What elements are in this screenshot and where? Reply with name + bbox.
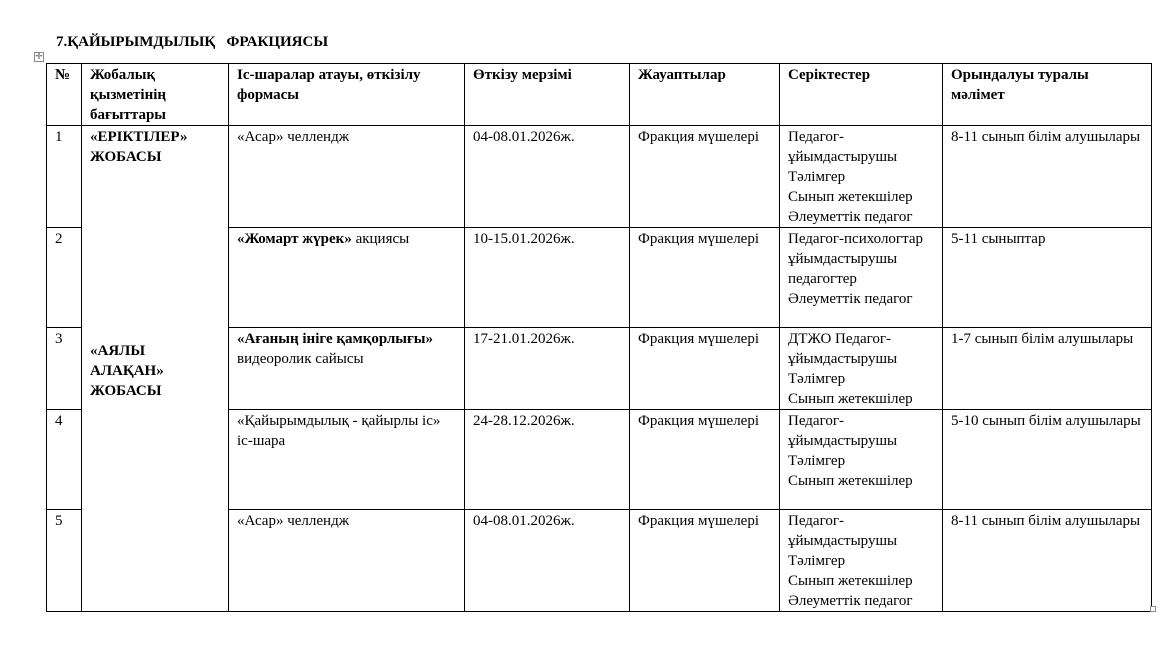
partner-line: Педагог-ұйымдастырушы xyxy=(788,129,898,165)
date-cell: 10-15.01.2026ж. xyxy=(465,228,630,328)
direction-cell xyxy=(82,126,229,612)
partners-cell xyxy=(780,126,943,228)
header-event: Іс-шаралар атауы, өткізілу формасы xyxy=(229,64,465,126)
responsible-cell: Фракция мүшелері xyxy=(630,126,780,228)
partners-cell xyxy=(780,228,943,328)
event-cell xyxy=(229,510,465,612)
header-responsible: Жауаптылар xyxy=(630,64,780,126)
responsible-cell: Фракция мүшелері xyxy=(630,510,780,612)
header-num: № xyxy=(47,64,82,126)
event-name: «Асар» челлендж xyxy=(237,513,350,529)
partner-line: Сынып жетекшілер xyxy=(788,391,913,407)
date-cell: 17-21.01.2026ж. xyxy=(465,328,630,410)
table-header-row xyxy=(47,64,1152,126)
header-direction: Жобалық қызметінің бағыттары xyxy=(82,64,229,126)
responsible-cell: Фракция мүшелері xyxy=(630,410,780,510)
partner-line: Сынып жетекшілер xyxy=(788,189,913,205)
partner-line: Педагог-ұйымдастырушы xyxy=(788,413,898,449)
info-cell: 8-11 сынып білім алушылары xyxy=(943,126,1152,228)
date-cell: 04-08.01.2026ж. xyxy=(465,126,630,228)
partner-line: ДТЖО Педагог-ұйымдастырушы xyxy=(788,331,898,367)
table-move-handle-icon[interactable]: ✛ xyxy=(35,52,43,62)
row-number: 3 xyxy=(47,328,82,410)
partners-cell xyxy=(780,410,943,510)
responsible-cell: Фракция мүшелері xyxy=(630,328,780,410)
row-number: 2 xyxy=(47,228,82,328)
partner-line: Тәлімгер xyxy=(788,371,846,387)
event-cell xyxy=(229,328,465,410)
event-name: «Қайырымдылық - қайырлы іс» іс-шара xyxy=(237,413,441,449)
direction-first: «ЕРІКТІЛЕР» ЖОБАСЫ xyxy=(90,129,188,165)
partner-line: Педагог-психологтар xyxy=(788,231,923,247)
responsible-cell: Фракция мүшелері xyxy=(630,228,780,328)
partner-line: Тәлімгер xyxy=(788,553,846,569)
info-cell: 5-11 сыныптар xyxy=(943,228,1152,328)
event-cell xyxy=(229,410,465,510)
date-cell: 04-08.01.2026ж. xyxy=(465,510,630,612)
partner-line: Сынып жетекшілер xyxy=(788,573,913,589)
info-cell: 1-7 сынып білім алушылары xyxy=(943,328,1152,410)
event-name-bold: «Жомарт жүрек» xyxy=(237,231,352,247)
partner-line: ұйымдастырушы педагогтер xyxy=(788,251,898,287)
row-number: 4 xyxy=(47,410,82,510)
date-cell: 24-28.12.2026ж. xyxy=(465,410,630,510)
event-name: «Асар» челлендж xyxy=(237,129,350,145)
table-row xyxy=(47,126,1152,228)
info-cell: 8-11 сынып білім алушылары xyxy=(943,510,1152,612)
header-partners: Серіктестер xyxy=(780,64,943,126)
partner-line: Әлеуметтік педагог xyxy=(788,209,913,225)
partner-line: Әлеуметтік педагог xyxy=(788,593,913,609)
partner-line: Тәлімгер xyxy=(788,169,846,185)
partners-cell xyxy=(780,510,943,612)
partner-line: Сынып жетекшілер xyxy=(788,473,913,489)
event-cell xyxy=(229,228,465,328)
event-cell xyxy=(229,126,465,228)
event-name: акциясы xyxy=(351,231,410,247)
partner-line: Әлеуметтік педагог xyxy=(788,291,913,307)
header-info: Орындалуы туралы мәлімет xyxy=(943,64,1152,126)
event-name: видеоролик сайысы xyxy=(237,351,364,367)
row-number: 1 xyxy=(47,126,82,228)
partner-line: Педагог-ұйымдастырушы xyxy=(788,513,898,549)
info-cell: 5-10 сынып білім алушылары xyxy=(943,410,1152,510)
row-number: 5 xyxy=(47,510,82,612)
event-name-bold: «Ағаның ініге қамқорлығы» xyxy=(237,331,434,347)
table-resize-handle-icon[interactable] xyxy=(1150,606,1156,612)
document-title: 7.ҚАЙЫРЫМДЫЛЫҚ ФРАКЦИЯСЫ xyxy=(56,34,329,50)
direction-second: «АЯЛЫ АЛАҚАН» ЖОБАСЫ xyxy=(90,343,164,399)
partners-cell xyxy=(780,328,943,410)
plan-table xyxy=(46,63,1152,612)
header-date: Өткізу мерзімі xyxy=(465,64,630,126)
partner-line: Тәлімгер xyxy=(788,453,846,469)
